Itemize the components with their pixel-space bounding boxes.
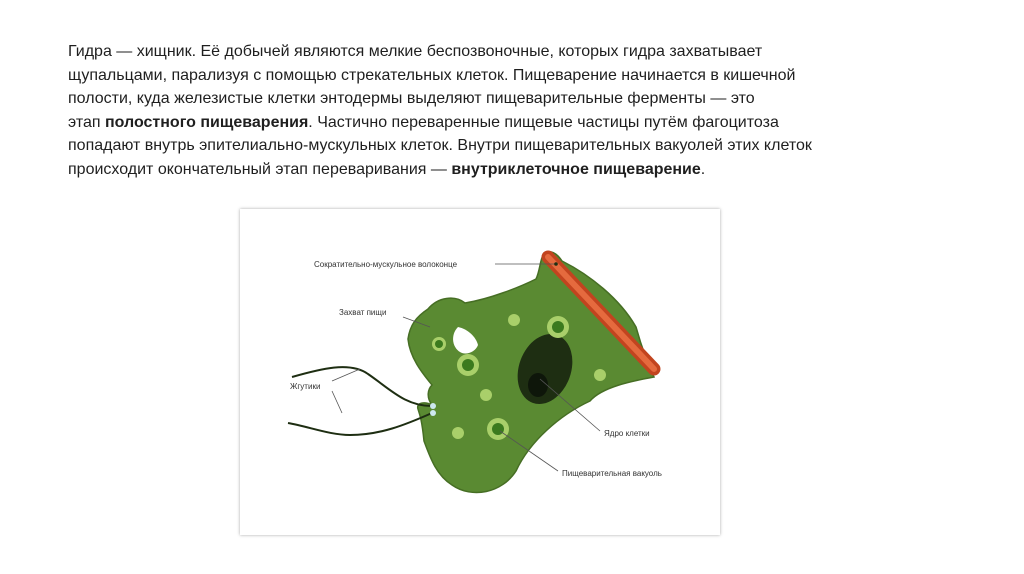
paragraph-line-4-start: этап	[68, 113, 105, 131]
leader-flagella-1	[332, 369, 360, 381]
paragraph-line-2: щупальцами, парализуя с помощью стрекательных клеток. Пищеварение начинается в кишечной	[68, 66, 796, 84]
prey-particle-core	[435, 340, 443, 348]
paragraph-line-6-end: .	[700, 160, 706, 178]
label-flagella: Жгутики	[290, 382, 321, 391]
paragraph-line-4-end: . Частично переваренные пищевые частицы путём фагоцитоза	[308, 113, 779, 131]
paragraph-line-6-start: происходит окончательный этап переваривания —	[68, 160, 452, 178]
small-vacuole-1	[508, 314, 520, 326]
cell-diagram	[240, 209, 720, 535]
small-vacuole-3	[452, 427, 464, 439]
cell-diagram-svg	[240, 209, 720, 535]
term-cavity-digestion: полостного пищеварения	[104, 113, 309, 131]
paragraph	[68, 40, 968, 181]
label-food-capture: Захват пищи	[339, 308, 387, 317]
vacuole-2-core	[552, 321, 564, 333]
flagellum-2	[288, 413, 432, 435]
paragraph-line-3: полости, куда железистые клетки энтодермы выделяют пищеварительные ферменты — это	[68, 90, 755, 107]
vacuole-3-core	[492, 423, 504, 435]
label-digestive-vacuole: Пищеварительная вакуоль	[562, 469, 662, 478]
small-vacuole-2	[480, 389, 492, 401]
vacuole-1-core	[462, 359, 474, 371]
small-vacuole-4	[594, 369, 606, 381]
flagellum-base-1	[430, 403, 436, 409]
term-intracellular-digestion: внутриклеточное пищеварение	[451, 160, 701, 178]
label-nucleus: Ядро клетки	[604, 429, 650, 438]
paragraph-line-5: попадают внутрь эпителиально-мускульных клеток. Внутри пищеварительных вакуолей этих клеток	[68, 137, 812, 154]
leader-fiber-dot	[554, 262, 558, 266]
label-contractile-fiber: Сократительно-мускульное волоконце	[314, 260, 458, 269]
paragraph-line-1: Гидра — хищник. Её добычей являются мелкие беспозвоночные, которых гидра захватывает	[68, 43, 763, 60]
paragraph-line-4	[68, 111, 968, 135]
nucleus-inner	[528, 373, 548, 397]
paragraph-line-6	[68, 158, 968, 182]
leader-flagella-2	[332, 391, 342, 413]
flagellum-base-2	[430, 410, 436, 416]
